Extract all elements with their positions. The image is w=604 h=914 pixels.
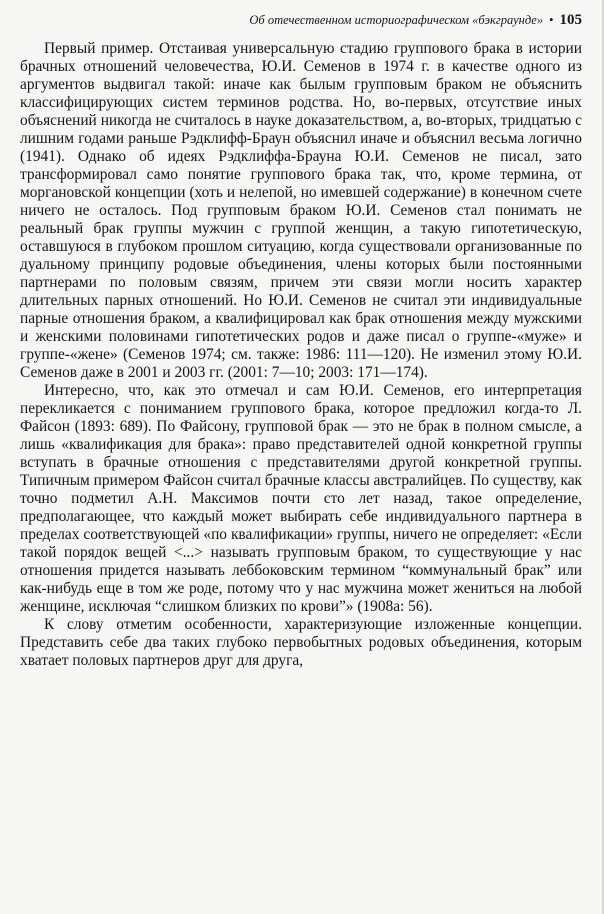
running-head (249, 12, 582, 29)
paragraph-2: Интересно, что, как это отмечал и сам Ю.И. Семенов, его интерпретация перекликается с пониманием группового брака, которое предложил когда-то Л. Файсон (1893: 689). По Файсону, групповой брак — это не брак в полном смысле, а лишь «квалификация для брака»: право представителей одной конкретной группы вступать в брачные отношения с представителями другой конкретной группы. Типичным примером Файсон считал брачные классы австралийцев. По существу, как точно подметил А.Н. Максимов почти сто лет назад, такое определение, предполагающее, что каждый может выбирать себе индивидуального партнера в пределах соответствующей «по квалификации» группы, ничего не определяет: «Если такой порядок вещей <...> называть групповым браком, то существующие у нас отношения придется называть леббоковским термином “коммунальный брак” или как-нибудь еще в том же роде, потому что у нас мужчина может жениться на любой женщине, исключая “слишком близких по крови”» (1908а: 56). (20, 382, 582, 615)
paragraph-1: Первый пример. Отстаивая универсальную стадию группового брака в истории брачных отношений человечества, Ю.И. Семенов в 1974 г. в качестве одного из аргументов выдвигал такой: иначе как былым групповым браком не объяснить классифицирующих систем терминов родства. Но, во-первых, отсутствие иных объяснений никогда не считалось в науке доказательством, а, во-вторых, тридцатью с лишним годами раньше Рэдклифф-Браун объяснил иначе и объяснил весьма логично (1941). Однако об идеях Рэдклиффа-Брауна Ю.И. Семенов не писал, зато трансформировал само понятие группового брака так, что, кроме термина, от моргановской концепции (хоть и нелепой, но имевшей содержание) в конечном счете ничего не осталось. Под групповым браком Ю.И. Семенов стал понимать не реальный брак группы мужчин с группой женщин, а такую гипотетическую, оставшуюся в глубоком прошлом ситуацию, когда существовали организованные по дуальному принципу родовые объединения, члены которых были постоянными партнерами по половым связям, причем эти связи могли носить характер длительных парных отношений. Но Ю.И. Семенов не считал эти индивидуальные парные отношения браком, а квалифицировал как брак отношения между мужскими и женскими половинами гипотетических родов и даже писал о группе-«муже» и группе-«жене» (Семенов 1974; см. также: 1986: 111—120). Не изменил этому Ю.И. Семенов даже в 2001 и 2003 гг. (2001: 7—10; 2003: 171—174). (20, 40, 582, 381)
paragraph-3: К слову отметим особенности, характеризующие изложенные концепции. Представить себе два таких глубоко первобытных родовых объединения, которым хватает половых партнеров друг для друга, (20, 616, 582, 669)
page-number: 105 (559, 12, 582, 28)
page-body (20, 40, 582, 670)
running-title: Об отечественном историографическом «бэкграунде» (249, 13, 544, 27)
header-separator: • (549, 13, 554, 27)
